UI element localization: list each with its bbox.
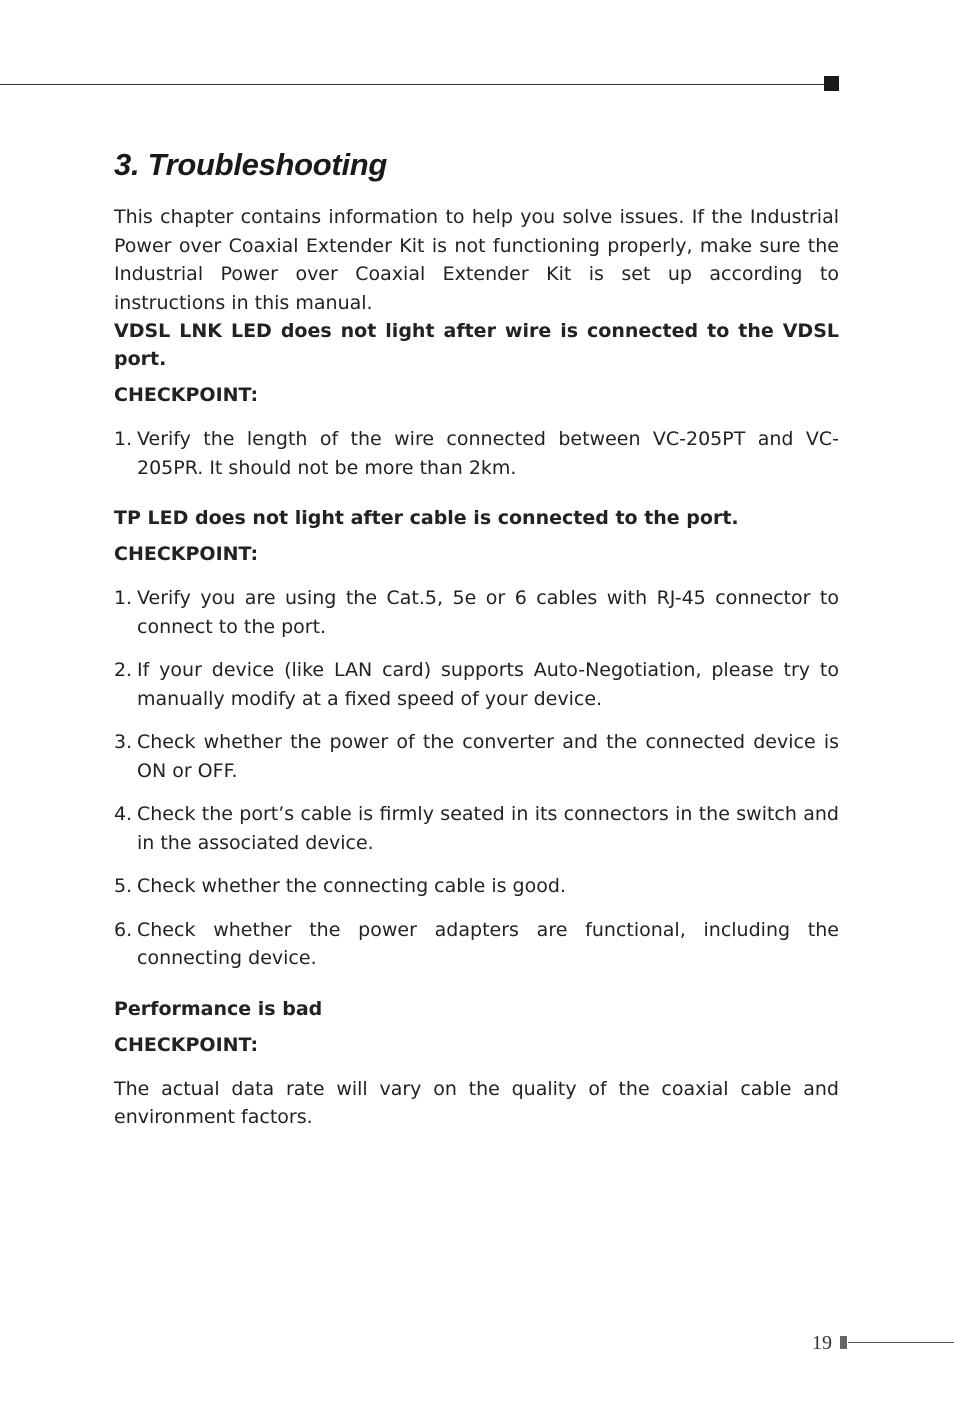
list-item-text: Check the port’s cable is ﬁrmly seated in its connectors in the switch and in the associated device. bbox=[137, 803, 839, 854]
page-content bbox=[114, 146, 839, 1132]
intro-paragraph: This chapter contains information to help you solve issues. If the Industrial Power over Coaxial Extender Kit is not functioning properly, make sure the Industrial Power over Coaxial Extender Kit is set up according to instructions in this manual. bbox=[114, 206, 839, 314]
list-item-text: Check whether the power adapters are functional, including the connecting device. bbox=[137, 918, 839, 969]
list-item-text: Check whether the power of the converter and the connected device is ON or OFF. bbox=[137, 731, 839, 782]
page-title: 3. Troubleshooting bbox=[114, 147, 388, 182]
list-item bbox=[114, 800, 839, 857]
section-performance bbox=[114, 995, 839, 1132]
section-body: The actual data rate will vary on the quality of the coaxial cable and environment factors. bbox=[114, 1077, 839, 1128]
list-item-text: Check whether the connecting cable is good. bbox=[137, 875, 566, 897]
list-item-number: 3. bbox=[114, 731, 133, 753]
list-item bbox=[114, 656, 839, 713]
section-heading: Performance is bad bbox=[114, 997, 323, 1020]
section-heading: VDSL LNK LED does not light after wire is connected to the VDSL port. bbox=[114, 320, 839, 370]
section-tp-led bbox=[114, 504, 839, 973]
footer-square-marker bbox=[840, 1336, 847, 1349]
checkpoint-label: CHECKPOINT: bbox=[114, 543, 259, 565]
list-item bbox=[114, 728, 839, 785]
header-rule bbox=[0, 84, 826, 85]
list-item bbox=[114, 916, 839, 973]
footer-rule bbox=[848, 1342, 954, 1343]
checkpoint-list bbox=[114, 425, 839, 482]
list-item-number: 6. bbox=[114, 918, 133, 941]
header-square-marker bbox=[824, 76, 839, 91]
page-number: 19 bbox=[812, 1332, 832, 1354]
section-vdsl-lnk-led bbox=[114, 317, 839, 482]
checkpoint-label: CHECKPOINT: bbox=[114, 1033, 259, 1056]
list-item bbox=[114, 872, 839, 901]
list-item-text: Verify you are using the Cat.5, 5e or 6 cables with RJ-45 connector to connect to the port. bbox=[137, 587, 839, 638]
section-heading: TP LED does not light after cable is connected to the port. bbox=[114, 507, 739, 529]
list-item-number: 2. bbox=[114, 659, 133, 681]
list-item-number: 5. bbox=[114, 875, 133, 897]
checkpoint-list bbox=[114, 584, 839, 973]
list-item bbox=[114, 584, 839, 641]
list-item-number: 1. bbox=[114, 428, 133, 450]
list-item-text: Verify the length of the wire connected between VC-205PT and VC-205PR. It should not be more than 2km. bbox=[137, 428, 839, 479]
list-item-number: 4. bbox=[114, 803, 133, 825]
list-item-number: 1. bbox=[114, 587, 133, 609]
checkpoint-label: CHECKPOINT: bbox=[114, 384, 259, 406]
list-item-text: If your device (like LAN card) supports Auto-Negotiation, please try to manually modify at a ﬁxed speed of your device. bbox=[137, 659, 839, 710]
list-item bbox=[114, 425, 839, 482]
